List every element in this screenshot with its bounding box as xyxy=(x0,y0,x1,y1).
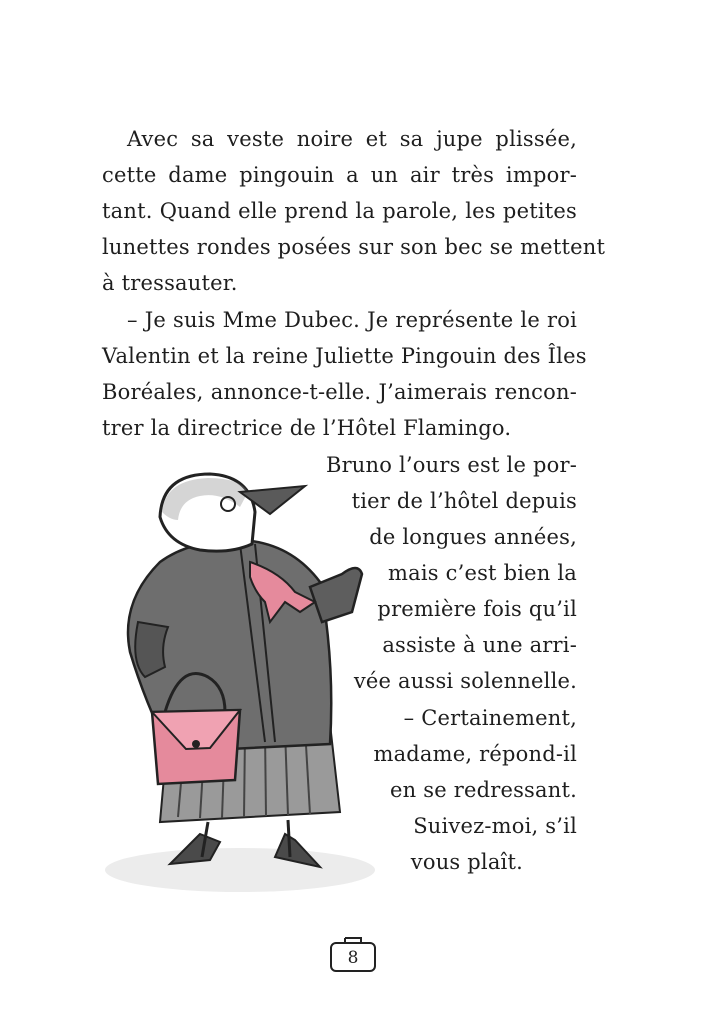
text-line: Bruno l’ours est le por- xyxy=(325,453,577,477)
text-line: assiste à une arri- xyxy=(382,633,577,657)
text-line: Valentin et la reine Juliette Pingouin des Îles xyxy=(102,344,587,368)
text-line: Suivez-moi, s’il xyxy=(413,814,577,838)
text-line: vée aussi solennelle. xyxy=(353,669,577,693)
text-line: Avec sa veste noire et sa jupe plissée, xyxy=(127,127,577,151)
text-line: – Certainement, xyxy=(403,706,577,730)
text-line: première fois qu’il xyxy=(377,597,577,621)
text-line: vous plaît. xyxy=(410,850,523,874)
text-line: trer la directrice de l’Hôtel Flamingo. xyxy=(102,416,512,440)
text-line: de longues années, xyxy=(369,525,577,549)
penguin-lady-icon xyxy=(90,462,380,902)
text-line: – Je suis Mme Dubec. Je représente le roi xyxy=(127,308,577,332)
text-line: à tressauter. xyxy=(102,271,238,295)
text-line: mais c’est bien la xyxy=(388,561,577,585)
text-line: tant. Quand elle prend la parole, les petites xyxy=(102,199,577,223)
text-line: cette dame pingouin a un air très impor- xyxy=(102,163,577,187)
page-number: 8 xyxy=(347,948,359,968)
text-line: en se redressant. xyxy=(390,778,577,802)
text-line: tier de l’hôtel depuis xyxy=(351,489,577,513)
text-line: madame, répond-il xyxy=(373,742,577,766)
text-line: lunettes rondes posées sur son bec se mettent xyxy=(102,235,606,259)
text-line: Boréales, annonce-t-elle. J’aimerais rencon- xyxy=(102,380,577,404)
